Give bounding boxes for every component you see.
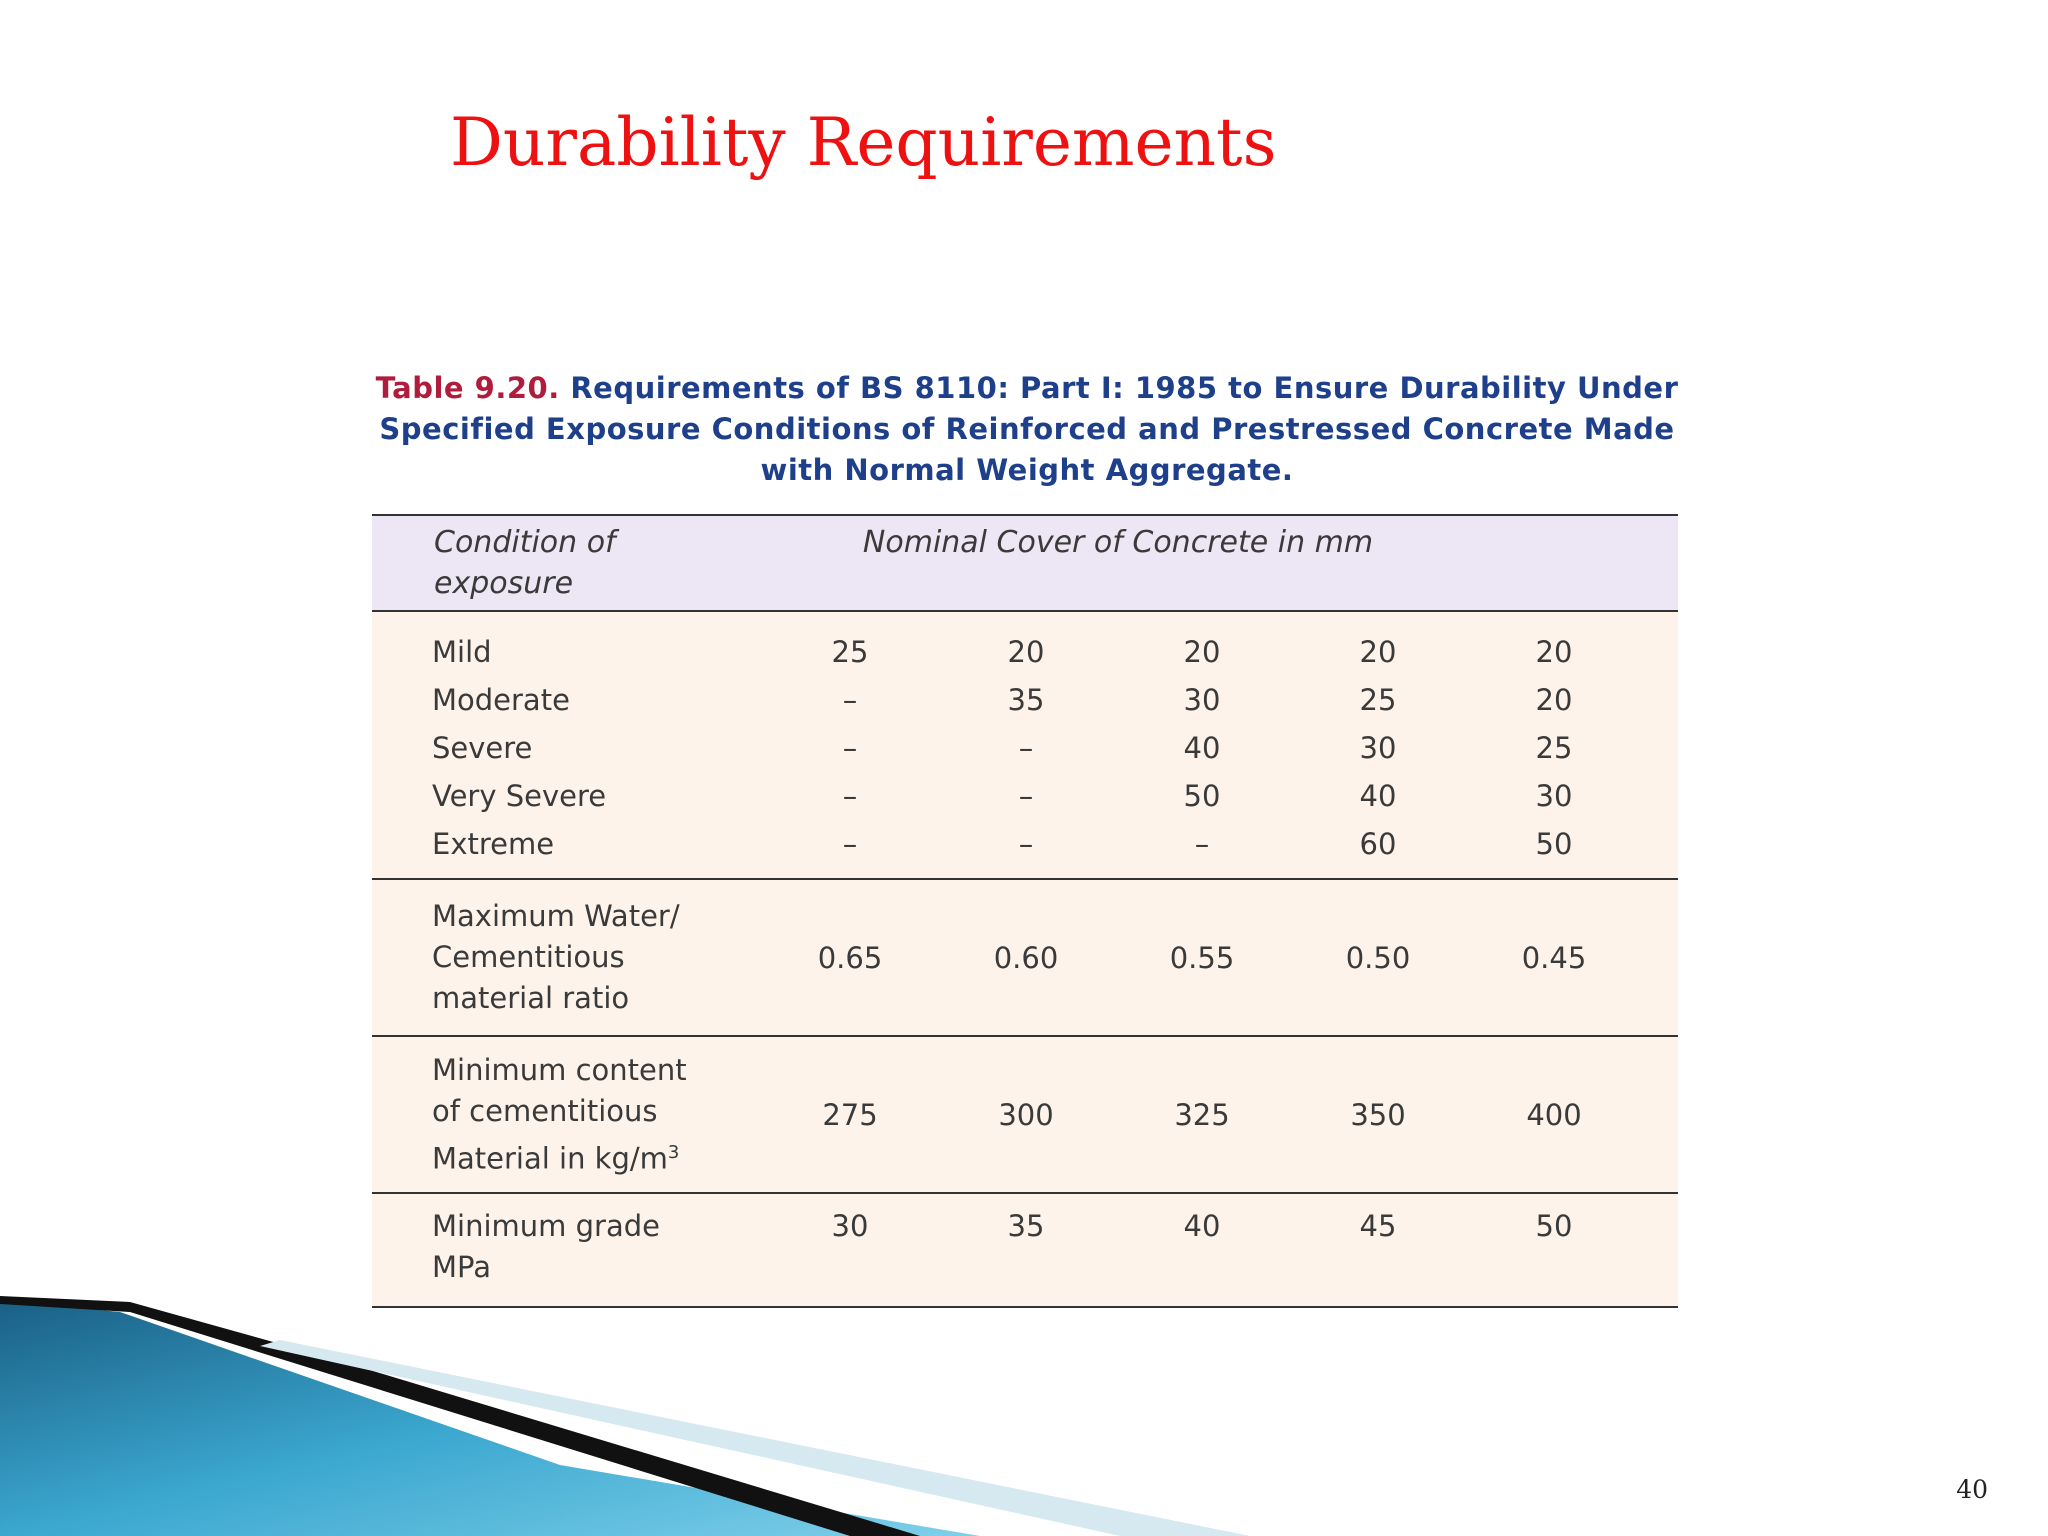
cell: 20 xyxy=(1535,635,1573,669)
table-row xyxy=(372,724,1678,772)
label-line: material ratio xyxy=(432,981,630,1015)
row-label: Mild xyxy=(432,634,492,669)
cell: 30 xyxy=(1359,731,1397,765)
header-nominal-cover: Nominal Cover of Concrete in mm xyxy=(862,525,1374,560)
cell: 35 xyxy=(1007,1209,1045,1243)
cell: – xyxy=(1018,827,1034,861)
table-row xyxy=(372,772,1678,820)
cell: 30 xyxy=(1183,683,1221,717)
table-row xyxy=(372,628,1678,676)
cell: 400 xyxy=(1526,1097,1582,1132)
cell: – xyxy=(842,683,858,717)
table-row xyxy=(372,1037,1678,1192)
label-line: Maximum Water/ xyxy=(432,899,680,933)
cell: 50 xyxy=(1535,1209,1573,1243)
row-label: Severe xyxy=(432,730,533,765)
cell: 40 xyxy=(1183,731,1221,765)
cell: 0.55 xyxy=(1169,940,1235,975)
cell: 40 xyxy=(1359,779,1397,813)
label-line: of cementitious xyxy=(432,1093,658,1128)
cell: 20 xyxy=(1183,635,1221,669)
cell: 20 xyxy=(1535,683,1573,717)
cell: 20 xyxy=(1359,635,1397,669)
cell: 0.65 xyxy=(817,940,883,975)
cell: 325 xyxy=(1174,1097,1230,1132)
cell: 60 xyxy=(1359,827,1397,861)
row-label: Very Severe xyxy=(432,778,607,813)
label-line: MPa xyxy=(432,1250,491,1284)
cell: – xyxy=(842,779,858,813)
cell: 30 xyxy=(1535,779,1573,813)
table-caption xyxy=(372,368,1682,491)
table-caption-text: Requirements of BS 8110: Part I: 1985 to Ensure Durability Under Specified Exposure Conditions of Reinforced and Prestressed Concrete Made with Normal Weight Aggregate. xyxy=(379,371,1679,487)
cell: 50 xyxy=(1535,827,1573,861)
header-condition xyxy=(434,522,694,604)
cell: 50 xyxy=(1183,779,1221,813)
table-row xyxy=(372,820,1678,868)
table-row xyxy=(372,880,1678,1035)
cell: 350 xyxy=(1350,1097,1406,1132)
cell: 300 xyxy=(998,1097,1054,1132)
label-line-text: Material in kg/m xyxy=(432,1141,668,1176)
cell: 40 xyxy=(1183,1209,1221,1243)
cell: 0.50 xyxy=(1345,940,1411,975)
cell: 45 xyxy=(1359,1209,1397,1243)
cell: 25 xyxy=(1359,683,1397,717)
slide-title: Durability Requirements xyxy=(450,104,1277,181)
cell: 25 xyxy=(831,635,869,669)
row-label: Extreme xyxy=(432,826,555,861)
cell: – xyxy=(1018,731,1034,765)
cell: 25 xyxy=(1535,731,1573,765)
durability-table xyxy=(372,514,1678,1308)
cell: 0.45 xyxy=(1521,940,1587,975)
label-line: Cementitious xyxy=(432,940,625,974)
cell: – xyxy=(842,827,858,861)
superscript: 3 xyxy=(667,1141,680,1163)
cell: 35 xyxy=(1007,683,1045,717)
row-label xyxy=(372,896,762,1019)
header-condition-line2: exposure xyxy=(434,566,574,601)
table-header xyxy=(372,514,1678,612)
cell: 30 xyxy=(831,1209,869,1243)
row-label xyxy=(372,1050,762,1180)
min-content-section xyxy=(372,1037,1678,1194)
cell: 0.60 xyxy=(993,940,1059,975)
cover-section xyxy=(372,612,1678,880)
cell: 275 xyxy=(822,1097,878,1132)
cell: 20 xyxy=(1007,635,1045,669)
header-condition-line1: Condition of xyxy=(434,525,616,560)
label-line: Minimum grade xyxy=(432,1209,660,1243)
cell: – xyxy=(1194,827,1210,861)
label-line xyxy=(432,1132,762,1180)
slide-decoration xyxy=(0,1240,2048,1536)
row-label: Moderate xyxy=(432,682,570,717)
wc-ratio-section xyxy=(372,880,1678,1037)
label-line: Minimum content xyxy=(432,1052,687,1087)
cell: – xyxy=(842,731,858,765)
cell: – xyxy=(1018,779,1034,813)
page-number: 40 xyxy=(1956,1475,1988,1504)
table-number: Table 9.20. xyxy=(375,371,560,405)
table-row xyxy=(372,676,1678,724)
